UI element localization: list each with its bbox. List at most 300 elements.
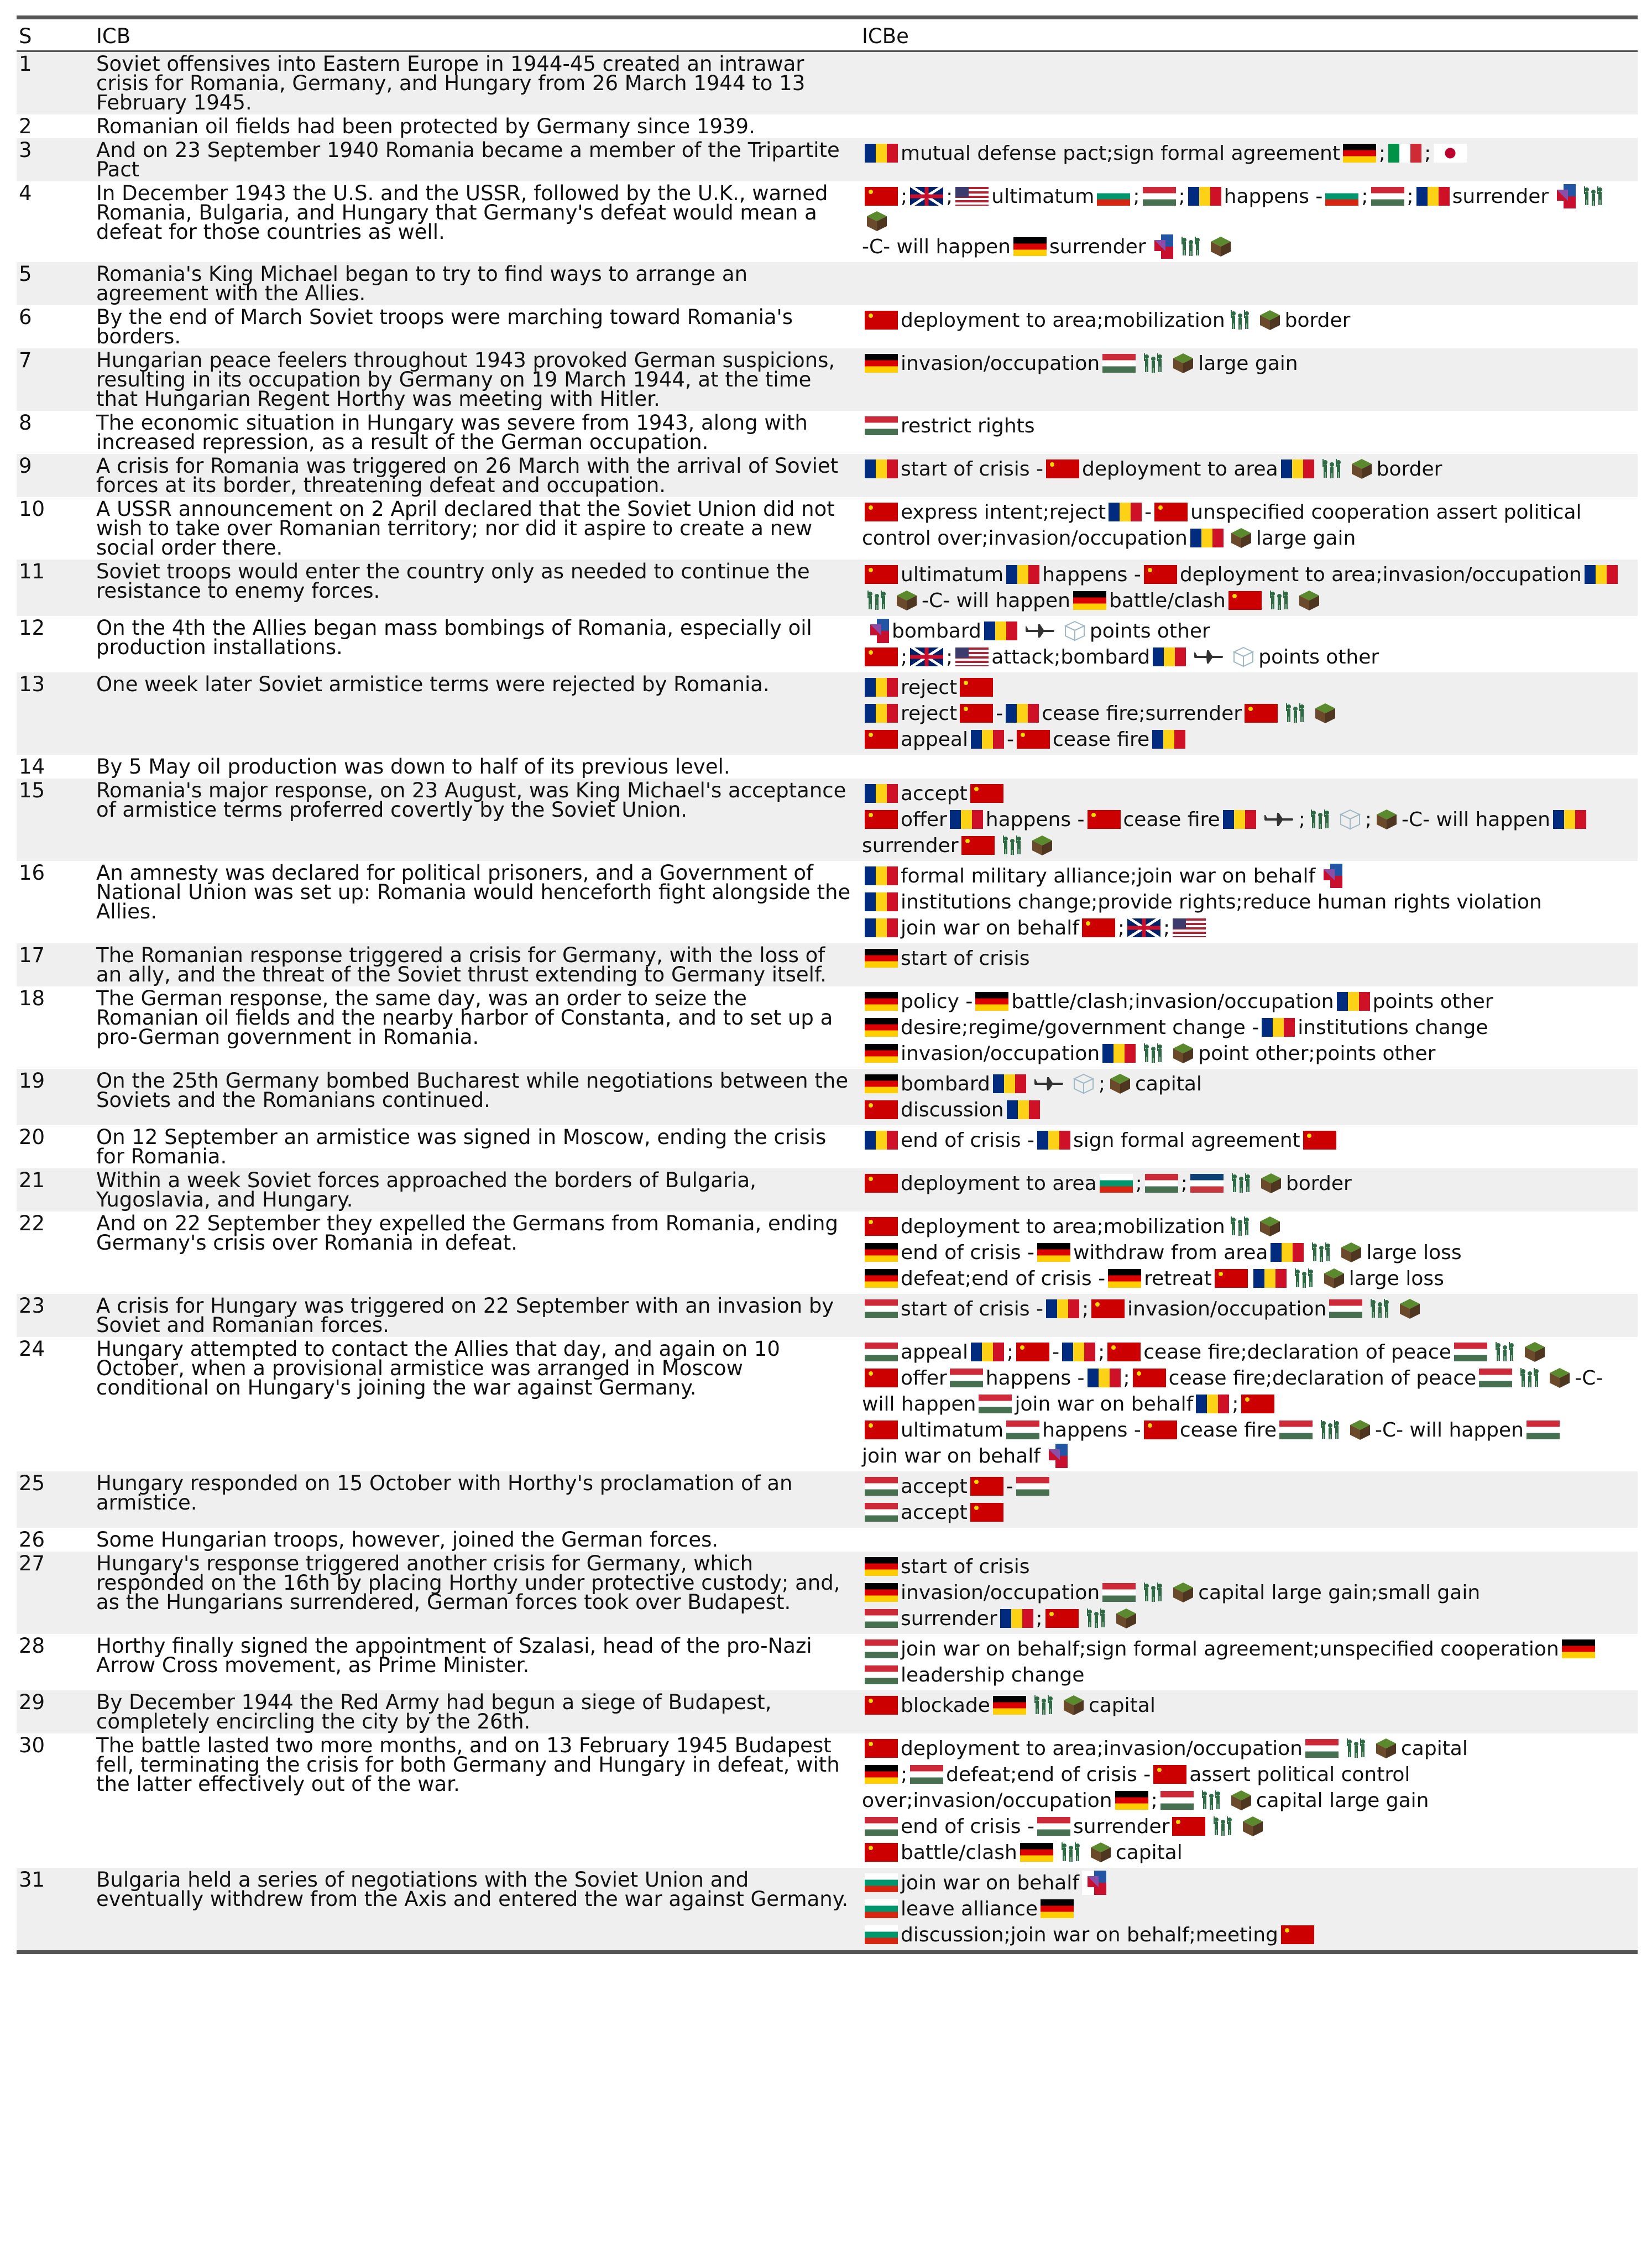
flag-su-icon xyxy=(970,1503,1003,1522)
icb-text: And on 23 September 1940 Romania became a member of the Tripartite Pact xyxy=(96,138,840,181)
event-text: cease fire xyxy=(1052,728,1150,751)
flag-hu-icon xyxy=(1526,1421,1560,1439)
icb-text: Within a week Soviet forces approached the borders of Bulgaria, Yugoslavia, and Hungary. xyxy=(96,1168,756,1211)
icbe-event-line xyxy=(862,889,1637,915)
flag-de-icon xyxy=(1041,1899,1074,1918)
terrain-cube-icon xyxy=(1348,1419,1372,1441)
soldiers-icon xyxy=(1309,808,1332,831)
event-text: deployment to area xyxy=(1081,458,1278,481)
bottom-rule xyxy=(17,1950,1638,1954)
flag-de-icon xyxy=(1013,237,1047,256)
icbe-event-line xyxy=(862,1762,1637,1788)
event-text: -C- will happen xyxy=(862,236,1011,258)
event-text: control over;invasion/occupation xyxy=(862,527,1188,550)
event-text: bombard xyxy=(892,620,981,643)
row-number: 7 xyxy=(19,348,32,372)
icbe-cell xyxy=(860,497,1638,560)
table-body xyxy=(17,52,1638,1950)
flag-ro-icon xyxy=(1271,1243,1304,1262)
table-row xyxy=(17,1211,1638,1294)
icbe-cell xyxy=(860,861,1638,943)
terrain-cube-icon xyxy=(1172,1042,1195,1064)
icbe-cell xyxy=(860,1528,1638,1552)
terrain-cube-icon xyxy=(1258,309,1282,331)
icb-text: Hungary responded on 15 October with Horthy's proclamation of an armistice. xyxy=(96,1471,793,1515)
table-row xyxy=(17,779,1638,861)
table-row xyxy=(17,114,1638,138)
flag-de-icon xyxy=(865,354,898,373)
icbe-cell xyxy=(860,52,1638,114)
flag-ro-icon xyxy=(993,1074,1026,1093)
row-number: 1 xyxy=(19,52,32,76)
event-text: leave alliance xyxy=(901,1898,1038,1920)
table-row xyxy=(17,861,1638,943)
event-text: deployment to area xyxy=(901,1172,1097,1195)
icbe-event-line xyxy=(862,675,1637,701)
event-text: accept xyxy=(901,1501,968,1524)
event-text: ; xyxy=(1081,1298,1089,1320)
flag-hu-icon xyxy=(1016,1477,1049,1496)
flag-ro-icon xyxy=(1109,503,1142,521)
table-row xyxy=(17,348,1638,411)
row-number: 4 xyxy=(19,181,32,205)
row-number: 27 xyxy=(19,1552,45,1575)
soldiers-icon xyxy=(1319,1419,1342,1441)
icb-text: Soviet offensives into Eastern Europe in 1944-45 created an intrawar crisis for Romania, Germany, and Hungary from 26 March 1944 to 13 February 1945. xyxy=(96,52,806,114)
flag-de-icon xyxy=(865,1765,898,1784)
flag-su-icon xyxy=(1228,591,1262,610)
flag-al-icon xyxy=(1551,184,1576,208)
flag-de-icon xyxy=(865,1269,898,1288)
icb-text: By December 1944 the Red Army had begun a siege of Budapest, completely encircling the city by the 26th. xyxy=(96,1690,772,1733)
flag-su-icon xyxy=(961,836,995,855)
icbe-event-line xyxy=(862,1266,1637,1292)
icb-text: And on 22 September they expelled the Germans from Romania, ending Germany's crisis over Romania in defeat. xyxy=(96,1211,838,1255)
event-text: border xyxy=(1376,458,1442,481)
event-text: ; xyxy=(1163,917,1170,939)
flag-al-icon xyxy=(1149,234,1173,259)
flag-su-icon xyxy=(1154,503,1188,521)
event-text: -C- will happen xyxy=(1375,1419,1524,1442)
flag-su-icon xyxy=(1281,1925,1314,1944)
flag-hu-icon xyxy=(1102,1583,1136,1602)
table-row xyxy=(17,755,1638,779)
icb-text: An amnesty was declared for political prisoners, and a Government of National Union was set up: Romania would henceforth fight alongside the Allies. xyxy=(96,861,851,923)
event-text: - xyxy=(1144,501,1152,524)
table-row xyxy=(17,262,1638,305)
icbe-cell xyxy=(860,138,1638,181)
flag-ro-icon xyxy=(865,678,898,697)
icbe-event-line xyxy=(862,1814,1637,1840)
event-text: join war on behalf;sign formal agreement;unspecified cooperation xyxy=(901,1638,1559,1660)
row-number: 30 xyxy=(19,1733,45,1757)
flag-ro-icon xyxy=(1046,1299,1079,1318)
flag-de-icon xyxy=(1020,1843,1053,1862)
icb-text: The battle lasted two more months, and on 13 February 1945 Budapest fell, terminating the crisis for both Germany and Hungary in defeat, with the latter effectively out of the war. xyxy=(96,1733,840,1796)
flag-su-icon xyxy=(865,1217,898,1236)
flag-al-icon xyxy=(1043,1444,1068,1468)
header-icbe: ICBe xyxy=(862,24,909,48)
event-text: ; xyxy=(1180,1172,1188,1195)
flag-ro-icon xyxy=(1006,704,1039,723)
terrain-cube-icon xyxy=(1298,589,1321,612)
icbe-cell xyxy=(860,1868,1638,1950)
flag-hu-icon xyxy=(865,1817,898,1836)
soldiers-icon xyxy=(1268,589,1291,612)
icb-text: The Romanian response triggered a crisis for Germany, with the loss of an ally, and the threat of the Soviet thrust extending to Germany itself. xyxy=(96,943,827,986)
event-text: deployment to area;mobilization xyxy=(901,1215,1225,1238)
table-row xyxy=(17,497,1638,560)
event-text: surrender xyxy=(901,1607,997,1630)
flag-hu-icon xyxy=(1145,1174,1178,1193)
flag-de-icon xyxy=(1073,591,1106,610)
event-text: - xyxy=(1006,1475,1013,1498)
table-row xyxy=(17,1337,1638,1471)
icbe-event-line xyxy=(862,1922,1637,1948)
icbe-event-line xyxy=(862,1339,1637,1365)
event-text: - xyxy=(1006,728,1014,751)
icbe-cell xyxy=(860,986,1638,1069)
icbe-event-line xyxy=(862,525,1637,551)
icbe-event-line xyxy=(862,989,1637,1015)
flag-al-icon xyxy=(1318,864,1342,888)
terrain-cube-icon xyxy=(1259,1172,1283,1194)
icbe-event-line xyxy=(862,1097,1637,1123)
terrain-cube-icon xyxy=(1230,527,1253,549)
row-number: 31 xyxy=(19,1868,45,1892)
icb-text: Hungary's response triggered another crisis for Germany, which responded on the 16th by placing Horthy under protective custody; and, as the Hungarians surrendered, German forces took over Budapest. xyxy=(96,1552,840,1614)
event-text: desire;regime/government change - xyxy=(901,1016,1259,1039)
icbe-event-line xyxy=(862,413,1637,439)
flag-uk-icon xyxy=(1127,918,1160,937)
row-number: 8 xyxy=(19,411,32,435)
event-text: ultimatum xyxy=(991,185,1095,208)
event-text: join war on behalf xyxy=(1015,1393,1194,1416)
event-text: defeat;end of crisis - xyxy=(946,1763,1151,1786)
event-text: invasion/occupation xyxy=(1127,1298,1327,1320)
event-text: battle/clash;invasion/occupation xyxy=(1011,990,1334,1013)
event-text: happens - xyxy=(1224,185,1323,208)
icb-text: Soviet troops would enter the country only as needed to continue the resistance to enemy forces. xyxy=(96,560,810,603)
terrain-cube-icon xyxy=(1172,1581,1195,1604)
event-text: leadership change xyxy=(901,1664,1085,1686)
flag-su-icon xyxy=(1153,1765,1186,1784)
flag-ro-icon xyxy=(971,730,1004,749)
icb-text: On the 25th Germany bombed Bucharest while negotiations between the Soviets and the Romanians continued. xyxy=(96,1069,849,1112)
flag-ro-icon xyxy=(1007,1100,1040,1119)
event-text: -C- xyxy=(1575,1367,1603,1390)
event-text: ; xyxy=(901,646,908,669)
terrain-cube-icon xyxy=(1230,1789,1253,1811)
flag-hu-icon xyxy=(950,1369,983,1387)
icbe-event-line xyxy=(862,234,1637,260)
soldiers-icon xyxy=(1582,185,1605,207)
icbe-event-line xyxy=(862,1391,1637,1417)
table-row xyxy=(17,305,1638,348)
event-text: ; xyxy=(1135,1172,1142,1195)
flag-ro-icon xyxy=(865,144,898,163)
flag-su-icon xyxy=(1082,918,1115,937)
event-text: large loss xyxy=(1366,1241,1462,1264)
icbe-event-line xyxy=(862,562,1637,588)
event-text: ; xyxy=(1133,185,1140,208)
flag-ro-icon xyxy=(984,622,1017,640)
event-text: ; xyxy=(1098,1073,1106,1095)
terrain-cube-icon xyxy=(1109,1073,1132,1095)
flag-su-icon xyxy=(1133,1369,1166,1387)
flag-ro-icon xyxy=(1262,1018,1295,1037)
terrain-cube-icon xyxy=(1314,702,1337,724)
event-text: - xyxy=(996,702,1003,725)
icb-text: By 5 May oil production was down to half of its previous level. xyxy=(96,755,730,779)
event-text: ; xyxy=(1151,1789,1158,1812)
flag-su-icon xyxy=(865,311,898,330)
soldiers-icon xyxy=(1001,834,1024,857)
flag-de-icon xyxy=(865,949,898,968)
icbe-event-line xyxy=(862,1662,1637,1688)
aircraft-icon xyxy=(1032,1073,1065,1095)
icbe-event-line xyxy=(862,701,1637,727)
soldiers-icon xyxy=(865,589,888,612)
wireframe-cube-icon xyxy=(1063,620,1086,642)
soldiers-icon xyxy=(1085,1607,1108,1630)
row-number: 16 xyxy=(19,861,45,885)
event-text: ; xyxy=(1006,1341,1014,1364)
flag-su-icon xyxy=(865,730,898,749)
flag-hu-icon xyxy=(865,1477,898,1496)
event-text: deployment to area;invasion/occupation xyxy=(901,1737,1303,1760)
flag-hu-icon xyxy=(1279,1421,1313,1439)
flag-ro-icon xyxy=(1223,810,1256,829)
event-text: surrender xyxy=(1452,185,1549,208)
table-row xyxy=(17,560,1638,616)
flag-de-icon xyxy=(865,1074,898,1093)
icbe-event-line xyxy=(862,456,1637,482)
row-number: 17 xyxy=(19,943,45,967)
flag-hu-icon xyxy=(865,1299,898,1318)
event-text: deployment to area;invasion/occupation xyxy=(1179,563,1582,586)
flag-su-icon xyxy=(970,1477,1003,1496)
flag-ro-icon xyxy=(865,459,898,478)
flag-ro-icon xyxy=(1153,647,1186,666)
flag-de-icon xyxy=(865,992,898,1011)
icbe-cell xyxy=(860,114,1638,138)
flag-su-icon xyxy=(1107,1343,1141,1361)
icb-text: Hungary attempted to contact the Allies that day, and again on 10 October, when a provisional armistice was arranged in Moscow conditional on Hungary's joining the war against Germany. xyxy=(96,1337,780,1399)
flag-uk-icon xyxy=(910,187,943,206)
event-text: invasion/occupation xyxy=(901,352,1100,375)
event-text: ; xyxy=(1298,808,1305,831)
flag-hu-icon xyxy=(1037,1817,1070,1836)
terrain-cube-icon xyxy=(1548,1367,1571,1389)
flag-su-icon xyxy=(1241,1395,1274,1413)
event-text: join war on behalf xyxy=(901,917,1079,939)
row-number: 23 xyxy=(19,1294,45,1318)
table-row xyxy=(17,1690,1638,1733)
table-row xyxy=(17,986,1638,1069)
flag-jp-icon xyxy=(1434,144,1467,163)
icb-text: One week later Soviet armistice terms were rejected by Romania. xyxy=(96,672,770,696)
icbe-event-line xyxy=(862,1214,1637,1240)
flag-su-icon xyxy=(1017,730,1050,749)
terrain-cube-icon xyxy=(1062,1694,1085,1716)
flag-hu-icon xyxy=(865,1343,898,1361)
flag-hu-icon xyxy=(1371,187,1404,206)
event-text: ; xyxy=(1407,185,1414,208)
event-text: ; xyxy=(1424,142,1431,165)
wireframe-cube-icon xyxy=(1072,1073,1095,1095)
flag-su-icon xyxy=(1215,1269,1248,1288)
event-text: happens - xyxy=(985,808,1085,831)
event-text: points other xyxy=(1258,646,1379,669)
flag-su-icon xyxy=(865,810,898,829)
icbe-event-line xyxy=(862,1127,1637,1153)
row-number: 10 xyxy=(19,497,45,521)
event-text: blockade xyxy=(901,1694,990,1717)
flag-de-icon xyxy=(1108,1269,1141,1288)
row-number: 3 xyxy=(19,138,32,162)
icbe-cell xyxy=(860,779,1638,861)
terrain-cube-icon xyxy=(1350,458,1373,480)
table-row xyxy=(17,943,1638,986)
icbe-event-line xyxy=(862,1240,1637,1266)
flag-su-icon xyxy=(1172,1817,1205,1836)
soldiers-icon xyxy=(1230,1172,1253,1194)
icb-text: The German response, the same day, was an order to seize the Romanian oil fields and the nearby harbor of Constanta, and to set up a pro-German government in Romania. xyxy=(96,986,833,1049)
row-number: 26 xyxy=(19,1528,45,1552)
event-text: ; xyxy=(1117,917,1125,939)
icbe-event-line xyxy=(862,1443,1637,1469)
icbe-event-line xyxy=(862,833,1637,859)
icbe-event-line xyxy=(862,140,1637,166)
flag-su-icon xyxy=(1144,565,1177,584)
event-text: start of crisis - xyxy=(901,458,1043,481)
event-text: points other xyxy=(1372,990,1493,1013)
soldiers-icon xyxy=(1142,1581,1165,1604)
flag-hu-icon xyxy=(865,1609,898,1628)
icbe-cell xyxy=(860,454,1638,497)
event-text: reject xyxy=(901,676,958,699)
icb-text: Romania's major response, on 23 August, was King Michael's acceptance of armistice terms proferred covertly by the Soviet Union. xyxy=(96,779,846,822)
event-text: capital xyxy=(1115,1841,1183,1864)
flag-ro-icon xyxy=(950,810,983,829)
flag-hu-icon xyxy=(865,1639,898,1658)
flag-su-icon xyxy=(960,704,993,723)
event-text: point other;points other xyxy=(1198,1042,1436,1065)
soldiers-icon xyxy=(1493,1341,1517,1363)
terrain-cube-icon xyxy=(1258,1215,1282,1237)
event-text: ; xyxy=(946,646,953,669)
flag-de-icon xyxy=(865,1044,898,1063)
soldiers-icon xyxy=(1518,1367,1541,1389)
aircraft-icon xyxy=(1192,646,1225,668)
terrain-cube-icon xyxy=(1241,1815,1264,1837)
table-row xyxy=(17,1868,1638,1950)
icb-text: On 12 September an armistice was signed in Moscow, ending the crisis for Romania. xyxy=(96,1125,827,1168)
flag-yu-icon xyxy=(1190,1174,1224,1193)
table-row xyxy=(17,672,1638,755)
flag-al-icon xyxy=(1082,1871,1106,1895)
flag-hu-icon xyxy=(1160,1791,1194,1810)
event-text: withdraw from area xyxy=(1073,1241,1268,1264)
event-text: restrict rights xyxy=(901,415,1035,437)
icbe-cell xyxy=(860,672,1638,755)
terrain-cube-icon xyxy=(1374,1737,1398,1759)
event-text: surrender xyxy=(1049,236,1146,258)
wireframe-cube-icon xyxy=(1339,808,1362,831)
icbe-event-line xyxy=(862,1417,1637,1443)
icbe-event-line xyxy=(862,1788,1637,1814)
row-number: 6 xyxy=(19,305,32,329)
icb-text: Romanian oil fields had been protected by Germany since 1939. xyxy=(96,114,755,138)
row-number: 18 xyxy=(19,986,45,1010)
event-text: - xyxy=(1052,1341,1060,1364)
icbe-event-line xyxy=(862,499,1637,525)
flag-de-icon xyxy=(1562,1639,1595,1658)
terrain-cube-icon xyxy=(1322,1267,1346,1289)
flag-bg-icon xyxy=(1325,187,1358,206)
flag-hu-icon xyxy=(979,1395,1012,1413)
event-text: ; xyxy=(1232,1393,1239,1416)
flag-su-icon xyxy=(865,565,898,584)
table-row xyxy=(17,454,1638,497)
table-row xyxy=(17,1528,1638,1552)
flag-ro-icon xyxy=(1000,1609,1033,1628)
icb-icbe-table xyxy=(17,15,1638,1954)
soldiers-icon xyxy=(1211,1815,1235,1837)
flag-su-icon xyxy=(1245,704,1278,723)
flag-de-icon xyxy=(865,1018,898,1037)
row-number: 13 xyxy=(19,672,45,696)
flag-ro-icon xyxy=(865,892,898,911)
soldiers-icon xyxy=(1284,702,1307,724)
flag-bg-icon xyxy=(865,1873,898,1892)
event-text: battle/clash xyxy=(901,1841,1017,1864)
flag-uk-icon xyxy=(910,647,943,666)
icb-text: On the 4th the Allies began mass bombings of Romania, especially oil production installations. xyxy=(96,616,812,659)
icbe-cell xyxy=(860,305,1638,348)
event-text: bombard xyxy=(901,1073,990,1095)
flag-ro-icon xyxy=(865,1131,898,1150)
event-text: capital xyxy=(1088,1694,1156,1717)
flag-su-icon xyxy=(865,1739,898,1758)
icbe-event-line xyxy=(862,807,1637,833)
flag-ro-icon xyxy=(1152,730,1185,749)
event-text: surrender xyxy=(1073,1815,1170,1838)
event-text: institutions change xyxy=(1298,1016,1488,1039)
event-text: happens - xyxy=(1042,563,1141,586)
flag-ro-icon xyxy=(1190,529,1224,547)
icbe-event-line xyxy=(862,946,1637,972)
flag-su-icon xyxy=(865,1421,898,1439)
event-text: ; xyxy=(1123,1367,1130,1390)
event-text: capital xyxy=(1400,1737,1468,1760)
soldiers-icon xyxy=(1200,1789,1223,1811)
event-text: accept xyxy=(901,1475,968,1498)
row-number: 24 xyxy=(19,1337,45,1361)
icbe-event-line xyxy=(862,1071,1637,1097)
icbe-event-line xyxy=(862,1896,1637,1922)
flag-su-icon xyxy=(865,1174,898,1193)
icbe-event-line xyxy=(862,1041,1637,1067)
flag-de-icon xyxy=(993,1696,1026,1715)
table-row xyxy=(17,1069,1638,1125)
icbe-cell xyxy=(860,1125,1638,1168)
flag-hu-icon xyxy=(910,1765,943,1784)
table-row xyxy=(17,1294,1638,1337)
flag-ro-icon xyxy=(865,866,898,885)
icbe-cell xyxy=(860,560,1638,616)
